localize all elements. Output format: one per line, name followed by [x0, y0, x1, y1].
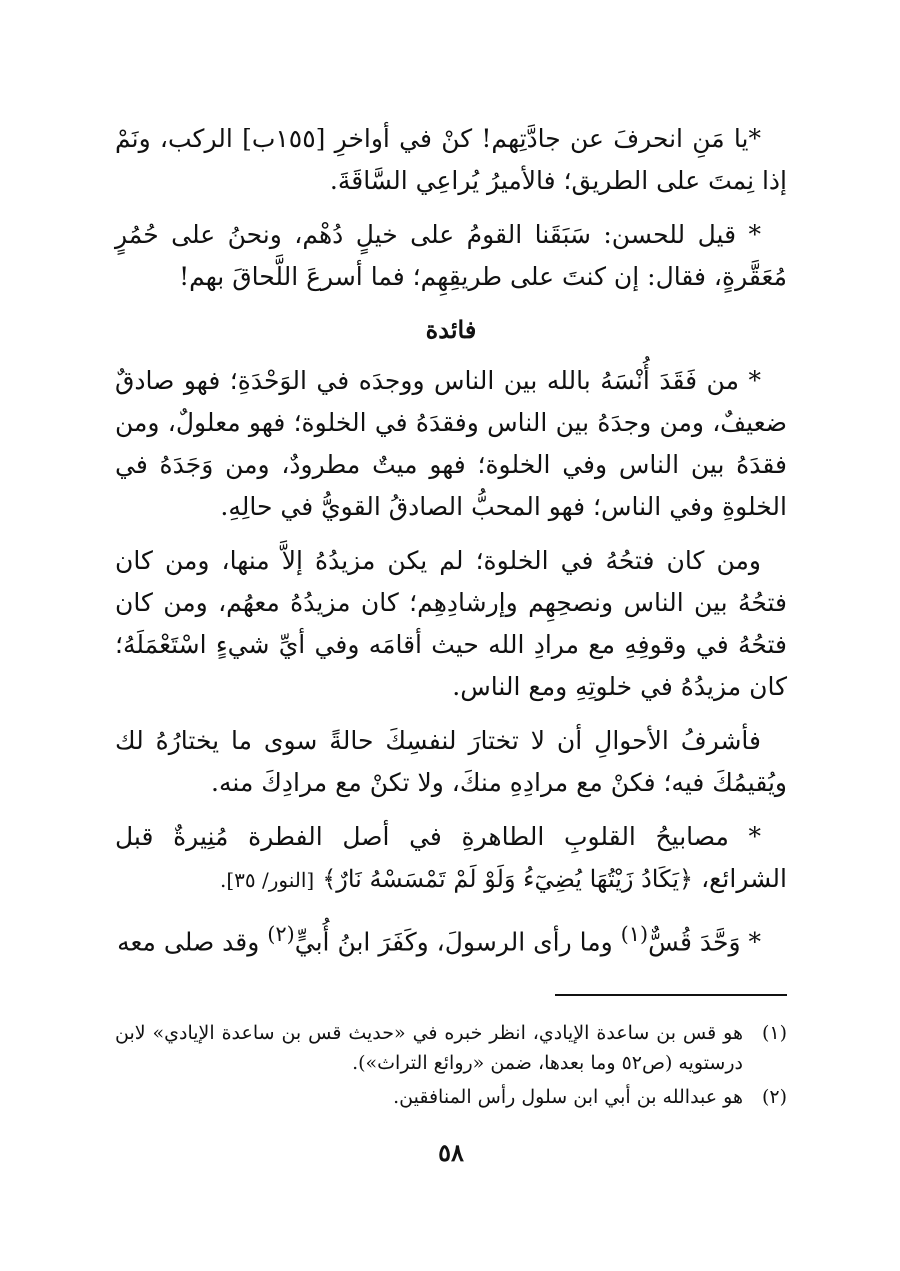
qus-text-3: وقد صلى معه [117, 927, 268, 957]
footnote-number: (١) [761, 1022, 787, 1044]
footnote-marker-2[interactable]: (٢) [267, 922, 295, 946]
paragraph-ashraf: فأشرفُ الأحوالِ أن لا تختارَ لنفسِكَ حالةً سوى ما يختارُهُ لك ويُقيمُكَ فيه؛ فكنْ مع مرادِهِ منكَ، ولا تكنْ مع مرادِكَ منه. [115, 726, 787, 797]
paragraph-uns: * من فَقَدَ أُنْسَهُ بالله بين الناس ووجدَه في الوَحْدَةِ؛ فهو صادقٌ ضعيفٌ، ومن وجدَهُ بين الناس وفقدَهُ في الخلوة؛ فهو معلولٌ، ومن فقدَهُ بين الناس وفي الخلوة؛ فهو ميتٌ مطرودٌ، ومن وَجَدَهُ في الخلوةِ وفي الناس؛ فهو المحبُّ الصادقُ القويُّ في حالِهِ. [115, 366, 787, 521]
footnote-text: هو قس بن ساعدة الإيادي، انظر خبره في «حديث قس بن ساعدة الإيادي» لابن درستويه (ص٥٢ وما بعدها، ضمن «روائع التراث»). [115, 1022, 743, 1074]
footnote-marker-1[interactable]: (١) [620, 922, 649, 946]
paragraph-hasan: * قيل للحسن: سَبَقَنا القومُ على خيلٍ دُهْم، ونحنُ على حُمُرٍ مُعَقَّرةٍ، فقال: إن كنتَ على طريقِهِم؛ فما أسرعَ اللَّحاقَ بهم! [115, 220, 787, 291]
footnote-1 [115, 1018, 787, 1078]
qus-text-1: * وَحَّدَ قُسٌّ [648, 927, 761, 957]
paragraph-caravan: *يا مَنِ انحرفَ عن جادَّتِهم! كنْ في أواخرِ [١٥٥ب] الركب، ونَمْ إذا نِمتَ على الطريق؛ فالأميرُ يُراعِي السَّاقَةَ. [115, 124, 787, 195]
footnote-number: (٢) [761, 1086, 787, 1108]
footnote-2 [115, 1082, 787, 1112]
footnotes [115, 1018, 787, 1116]
quran-verse: ﴿يَكَادُ زَيْتُهَا يُضِيٓءُ وَلَوْ لَمْ تَمْسَسْهُ نَارٌ﴾ [322, 865, 694, 893]
page-number: ٥٨ [438, 1138, 464, 1167]
quran-reference: [النور/ ٣٥]. [220, 868, 315, 892]
qus-text-2: وما رأى الرسولَ، وكَفَرَ ابنُ أُبيٍّ [294, 927, 621, 957]
footnote-divider [555, 994, 787, 996]
paragraph-qus [115, 913, 787, 963]
paragraph-lamps [115, 816, 787, 901]
lamps-text: * مصابيحُ القلوبِ الطاهرةِ في أصل الفطرة مُنِيرةٌ قبل الشرائع، [115, 822, 787, 893]
paragraph-fath: ومن كان فتحُهُ في الخلوة؛ لم يكن مزيدُهُ إلاَّ منها، ومن كان فتحُهُ بين الناس ونصحِهِم وإرشادِهِم؛ كان مزيدُهُ معهُم، ومن كان فتحُهُ في وقوفِهِ مع مرادِ الله حيث أقامَه وفي أيِّ شيءٍ اسْتَعْمَلَهُ؛ كان مزيدُهُ في خلوتِهِ ومع الناس. [115, 546, 787, 701]
footnote-text: هو عبدالله بن أبي ابن سلول رأس المنافقين. [393, 1086, 743, 1108]
page-body [115, 118, 787, 1238]
section-heading: فائدة [425, 315, 477, 344]
